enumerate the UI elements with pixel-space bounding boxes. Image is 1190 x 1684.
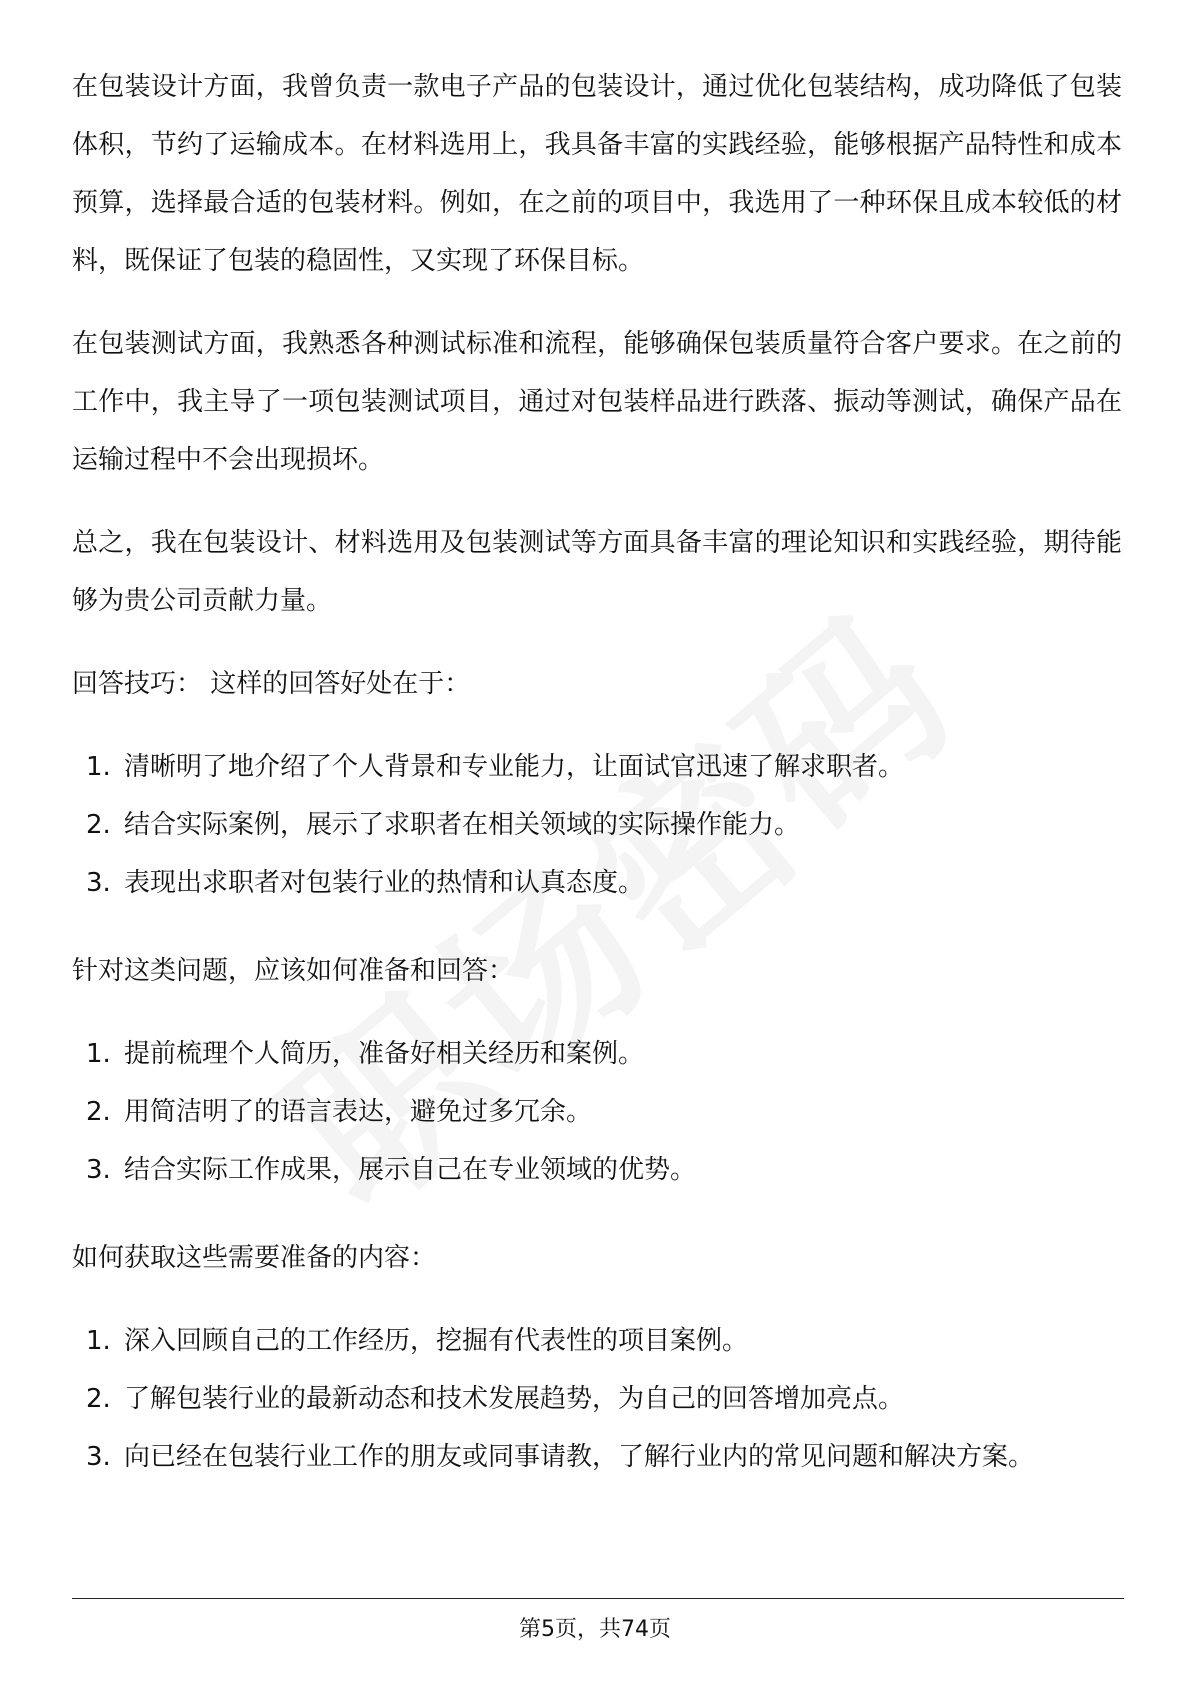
list-item	[72, 1025, 1122, 1083]
list-item	[72, 854, 1122, 912]
list-item	[72, 1141, 1122, 1199]
list-number: 2.	[86, 1384, 111, 1414]
page-number: 第5页，共74页	[519, 1617, 671, 1642]
list-item-text: 结合实际案例，展示了求职者在相关领域的实际操作能力。	[124, 810, 801, 840]
prepare-heading: 针对这类问题，应该如何准备和回答：	[72, 956, 515, 986]
footer-divider	[72, 1598, 1124, 1599]
paragraph-package-design: 在包装设计方面，我曾负责一款电子产品的包装设计，通过优化包装结构，成功降低了包装体积，节约了运输成本。在材料选用上，我具备丰富的实践经验，能够根据产品特性和成本预算，选择最合适的包装材料。例如，在之前的项目中，我选用了一种环保且成本较低的材料，既保证了包装的稳固性，又实现了环保目标。	[72, 72, 1122, 276]
list-item	[72, 738, 1122, 796]
list-item-text: 深入回顾自己的工作经历，挖掘有代表性的项目案例。	[124, 1326, 749, 1356]
paragraph-package-testing: 在包装测试方面，我熟悉各种测试标准和流程，能够确保包装质量符合客户要求。在之前的工作中，我主导了一项包装测试项目，通过对包装样品进行跌落、振动等测试，确保产品在运输过程中不会出现损坏。	[72, 329, 1122, 475]
obtain-list	[72, 1312, 1122, 1486]
list-number: 2.	[86, 810, 111, 840]
obtain-heading: 如何获取这些需要准备的内容：	[72, 1243, 437, 1273]
list-number: 3.	[86, 1442, 111, 1472]
list-item	[72, 1428, 1122, 1486]
list-number: 1.	[86, 752, 111, 782]
list-item-text: 用简洁明了的语言表达，避免过多冗余。	[124, 1097, 593, 1127]
paragraph-summary: 总之，我在包装设计、材料选用及包装测试等方面具备丰富的理论知识和实践经验，期待能够为贵公司贡献力量。	[72, 528, 1122, 616]
list-number: 3.	[86, 1155, 111, 1185]
list-item-text: 表现出求职者对包装行业的热情和认真态度。	[124, 868, 645, 898]
list-item-text: 清晰明了地介绍了个人背景和专业能力，让面试官迅速了解求职者。	[124, 752, 905, 782]
prepare-list	[72, 1025, 1122, 1199]
document-body	[72, 58, 1122, 1516]
list-number: 3.	[86, 868, 111, 898]
list-item	[72, 1312, 1122, 1370]
list-number: 2.	[86, 1097, 111, 1127]
list-item	[72, 1370, 1122, 1428]
list-item-text: 向已经在包装行业工作的朋友或同事请教，了解行业内的常见问题和解决方案。	[124, 1442, 1035, 1472]
list-number: 1.	[86, 1039, 111, 1069]
tips-heading: 回答技巧： 这样的回答好处在于：	[72, 669, 471, 699]
list-item-text: 结合实际工作成果，展示自己在专业领域的优势。	[124, 1155, 697, 1185]
tips-list	[72, 738, 1122, 912]
list-number: 1.	[86, 1326, 111, 1356]
list-item	[72, 1083, 1122, 1141]
list-item-text: 提前梳理个人简历，准备好相关经历和案例。	[124, 1039, 645, 1069]
list-item	[72, 796, 1122, 854]
list-item-text: 了解包装行业的最新动态和技术发展趋势，为自己的回答增加亮点。	[124, 1384, 905, 1414]
